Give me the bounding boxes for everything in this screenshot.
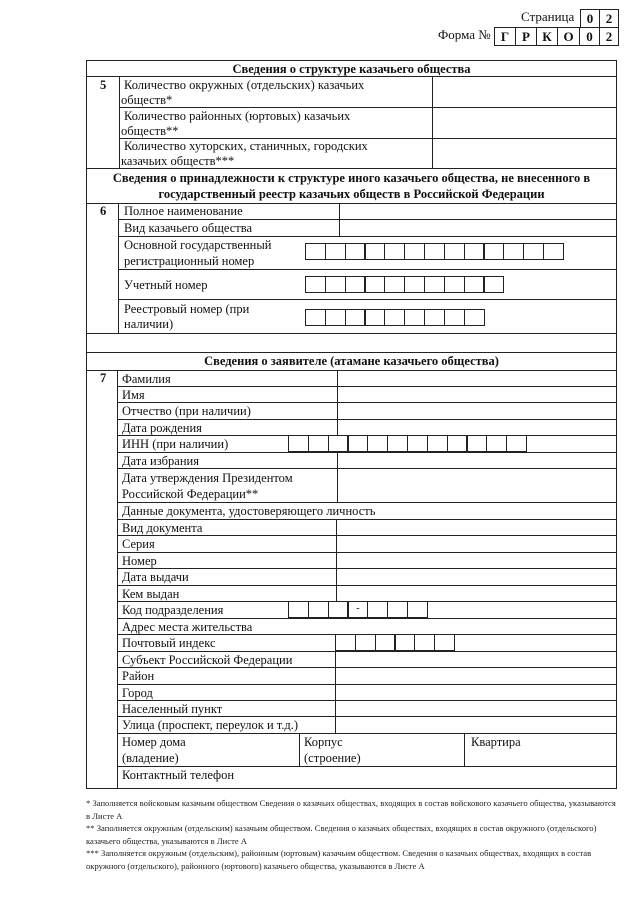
s7-division-code-label: Код подразделения: [122, 603, 224, 617]
postal-cell[interactable]: [414, 634, 435, 651]
s6-full-name-label: Полное наименование: [124, 204, 243, 218]
account-cell[interactable]: [404, 276, 425, 293]
s7-postal-index-cells[interactable]: [335, 634, 455, 651]
account-cell[interactable]: [384, 276, 405, 293]
inn-cell[interactable]: [308, 435, 329, 452]
s7-building-label-line1: Корпус: [304, 735, 343, 749]
s7-inn-cells[interactable]: [288, 435, 527, 452]
ogrn-cell[interactable]: [424, 243, 445, 260]
account-cell[interactable]: [305, 276, 326, 293]
inn-cell[interactable]: [288, 435, 309, 452]
s7-issue-date-label: Дата выдачи: [122, 570, 189, 584]
inn-cell[interactable]: [347, 435, 368, 452]
s7-approval-value[interactable]: [339, 469, 616, 501]
section5-number: 5: [100, 78, 107, 92]
s6-full-name-value[interactable]: [341, 204, 616, 218]
s7-phone-value[interactable]: [250, 767, 616, 787]
s6-ogrn-label-line2: регистрационный номер: [124, 254, 255, 268]
ogrn-cell[interactable]: [384, 243, 405, 260]
section7-number: 7: [100, 371, 107, 385]
s7-house-value[interactable]: [200, 750, 298, 765]
s7-city-value[interactable]: [337, 685, 616, 699]
s7-phone-label: Контактный телефон: [122, 768, 235, 782]
ogrn-cell[interactable]: [404, 243, 425, 260]
registry-cell[interactable]: [424, 309, 445, 326]
s6-registry-label-line1: Реестровый номер (при: [124, 302, 250, 316]
s7-building-label-line2: (строение): [304, 751, 361, 765]
form-code-6: 2: [599, 27, 619, 46]
s7-district-value[interactable]: [337, 668, 616, 683]
postal-cell[interactable]: [335, 634, 356, 651]
s6-type-value[interactable]: [341, 220, 616, 235]
s6-account-label: Учетный номер: [124, 278, 208, 292]
s5-row1-label-line2: обществ*: [121, 93, 173, 107]
s7-street-value[interactable]: [337, 717, 616, 732]
footnote-1: * Заполняется войсковым казачьим обществом Сведения о казачьих обществах, входящих в состав войскового казачьего общества, указываются в Листе А: [86, 798, 616, 821]
division-code-cell[interactable]: [367, 601, 388, 618]
s5-row3-label-line1: Количество хуторских, станичных, городских: [124, 139, 368, 153]
registry-cell[interactable]: [325, 309, 346, 326]
footnote-3: *** Заполняется окружным (отдельским), районным (юртовым) казачьим обществом. Сведения о казачьих обществах, входящих в состав окружного (отдельского), районного (юртового) казачьего общества, указываются в Листе А: [86, 848, 592, 871]
s7-city-label: Город: [122, 686, 153, 700]
s7-settlement-label: Населенный пункт: [122, 702, 223, 716]
s7-name-label: Имя: [122, 388, 145, 402]
section7-title: Сведения о заявителе (атамане казачьего общества): [204, 354, 499, 368]
s7-surname-value[interactable]: [339, 371, 616, 385]
ogrn-cell[interactable]: [305, 243, 326, 260]
s7-patronymic-value[interactable]: [339, 403, 616, 418]
s7-region-label: Субъект Российской Федерации: [122, 653, 293, 667]
s7-issue-date-value[interactable]: [338, 569, 616, 584]
s7-apartment-value[interactable]: [466, 750, 616, 765]
account-cell[interactable]: [483, 276, 504, 293]
page-digit-2: 2: [599, 9, 619, 28]
s5-row3-value[interactable]: [434, 139, 616, 167]
section5-title: Сведения о структуре казачьего общества: [232, 62, 471, 76]
form-code-2: Р: [515, 27, 537, 46]
inn-cell[interactable]: [447, 435, 468, 452]
s7-settlement-value[interactable]: [337, 701, 616, 715]
registry-cell[interactable]: [384, 309, 405, 326]
registry-cell[interactable]: [444, 309, 465, 326]
ogrn-cell[interactable]: [325, 243, 346, 260]
s7-birthdate-value[interactable]: [339, 420, 616, 434]
inn-cell[interactable]: [387, 435, 408, 452]
division-code-cell[interactable]: [308, 601, 329, 618]
division-code-separator: -: [347, 601, 368, 618]
s7-house-label-line2: (владение): [122, 751, 179, 765]
s6-registry-cells[interactable]: [305, 309, 485, 326]
account-cell[interactable]: [325, 276, 346, 293]
s7-street-label: Улица (проспект, переулок и т.д.): [122, 718, 299, 732]
ogrn-cell[interactable]: [503, 243, 524, 260]
section6-number: 6: [100, 204, 107, 218]
postal-cell[interactable]: [375, 634, 396, 651]
s7-election-date-label: Дата избрания: [122, 454, 199, 468]
s7-building-value[interactable]: [370, 750, 463, 765]
account-cell[interactable]: [424, 276, 445, 293]
postal-cell[interactable]: [355, 634, 376, 651]
division-code-cell[interactable]: [328, 601, 349, 618]
s7-number-label: Номер: [122, 554, 157, 568]
account-cell[interactable]: [464, 276, 485, 293]
page-digit-1: 0: [580, 9, 600, 28]
postal-cell[interactable]: [394, 634, 415, 651]
s7-apartment-label: Квартира: [471, 735, 521, 749]
registry-cell[interactable]: [404, 309, 425, 326]
ogrn-cell[interactable]: [464, 243, 485, 260]
inn-cell[interactable]: [407, 435, 428, 452]
account-cell[interactable]: [345, 276, 366, 293]
page-label: Страница: [521, 9, 575, 24]
s7-issued-by-value[interactable]: [338, 586, 616, 600]
inn-cell[interactable]: [367, 435, 388, 452]
s7-doc-type-label: Вид документа: [122, 521, 203, 535]
s7-approval-label-line2: Российской Федерации**: [122, 487, 259, 501]
ogrn-cell[interactable]: [364, 243, 385, 260]
form-code-5: 0: [579, 27, 600, 46]
s5-row2-value[interactable]: [434, 108, 616, 137]
s6-type-label: Вид казачьего общества: [124, 221, 253, 235]
inn-cell[interactable]: [466, 435, 487, 452]
s7-series-label: Серия: [122, 537, 155, 551]
registry-cell[interactable]: [464, 309, 485, 326]
s5-row2-label-line1: Количество районных (юртовых) казачьих: [124, 109, 351, 123]
s5-row2-label-line2: обществ**: [121, 124, 179, 138]
section6-title-line1: Сведения о принадлежности к структуре иного казачьего общества, не внесенного в: [112, 171, 591, 185]
s6-registry-label-line2: наличии): [124, 317, 174, 331]
division-code-cell[interactable]: [288, 601, 309, 618]
s7-doc-type-value[interactable]: [338, 520, 616, 534]
ogrn-cell[interactable]: [345, 243, 366, 260]
inn-cell[interactable]: [506, 435, 527, 452]
footnote-2: ** Заполняется окружным (отдельским) казачьим обществом. Сведения о казачьих обществах, входящих в состав окружного (отдельского) казачьего общества, указываются в Листе А: [86, 823, 597, 846]
s7-house-label-line1: Номер дома: [122, 735, 186, 749]
s7-surname-label: Фамилия: [122, 372, 171, 386]
s7-division-code-cells[interactable]: [288, 601, 428, 618]
ogrn-cell[interactable]: [444, 243, 465, 260]
inn-cell[interactable]: [328, 435, 349, 452]
inn-cell[interactable]: [486, 435, 507, 452]
s7-patronymic-label: Отчество (при наличии): [122, 404, 251, 418]
registry-cell[interactable]: [364, 309, 385, 326]
account-cell[interactable]: [364, 276, 385, 293]
form-code-4: О: [557, 27, 580, 46]
s7-election-date-value[interactable]: [339, 453, 616, 467]
s7-number-value[interactable]: [338, 553, 616, 567]
s7-name-value[interactable]: [339, 387, 616, 401]
s7-address-heading: Адрес места жительства: [122, 620, 253, 634]
registry-cell[interactable]: [345, 309, 366, 326]
ogrn-cell[interactable]: [483, 243, 504, 260]
form-label: Форма №: [438, 27, 491, 42]
s7-birthdate-label: Дата рождения: [122, 421, 202, 435]
s7-region-value[interactable]: [337, 652, 616, 666]
postal-cell[interactable]: [434, 634, 455, 651]
s7-issued-by-label: Кем выдан: [122, 587, 180, 601]
s7-series-value[interactable]: [338, 536, 616, 551]
s6-ogrn-label-line1: Основной государственный: [124, 238, 272, 252]
s6-account-cells[interactable]: [305, 276, 504, 293]
form-code-3: К: [536, 27, 558, 46]
section6-title-line2: государственный реестр казачьих обществ в Российской Федерации: [158, 187, 545, 201]
s7-postal-index-label: Почтовый индекс: [122, 636, 216, 650]
s7-approval-label-line1: Дата утверждения Президентом: [122, 471, 293, 485]
s5-row1-label-line1: Количество окружных (отдельских) казачьих: [124, 78, 365, 92]
registry-cell[interactable]: [305, 309, 326, 326]
ogrn-cell[interactable]: [543, 243, 564, 260]
s7-inn-label: ИНН (при наличии): [122, 437, 229, 451]
s5-row1-value[interactable]: [434, 77, 616, 106]
division-code-cell[interactable]: [387, 601, 408, 618]
s5-row3-label-line2: казачьих обществ***: [121, 154, 235, 168]
ogrn-cell[interactable]: [523, 243, 544, 260]
form-code-1: Г: [494, 27, 516, 46]
inn-cell[interactable]: [427, 435, 448, 452]
s7-district-label: Район: [122, 669, 155, 683]
s6-ogrn-cells[interactable]: [305, 243, 564, 260]
account-cell[interactable]: [444, 276, 465, 293]
s7-id-doc-heading: Данные документа, удостоверяющего личность: [122, 504, 376, 518]
division-code-cell[interactable]: [407, 601, 428, 618]
